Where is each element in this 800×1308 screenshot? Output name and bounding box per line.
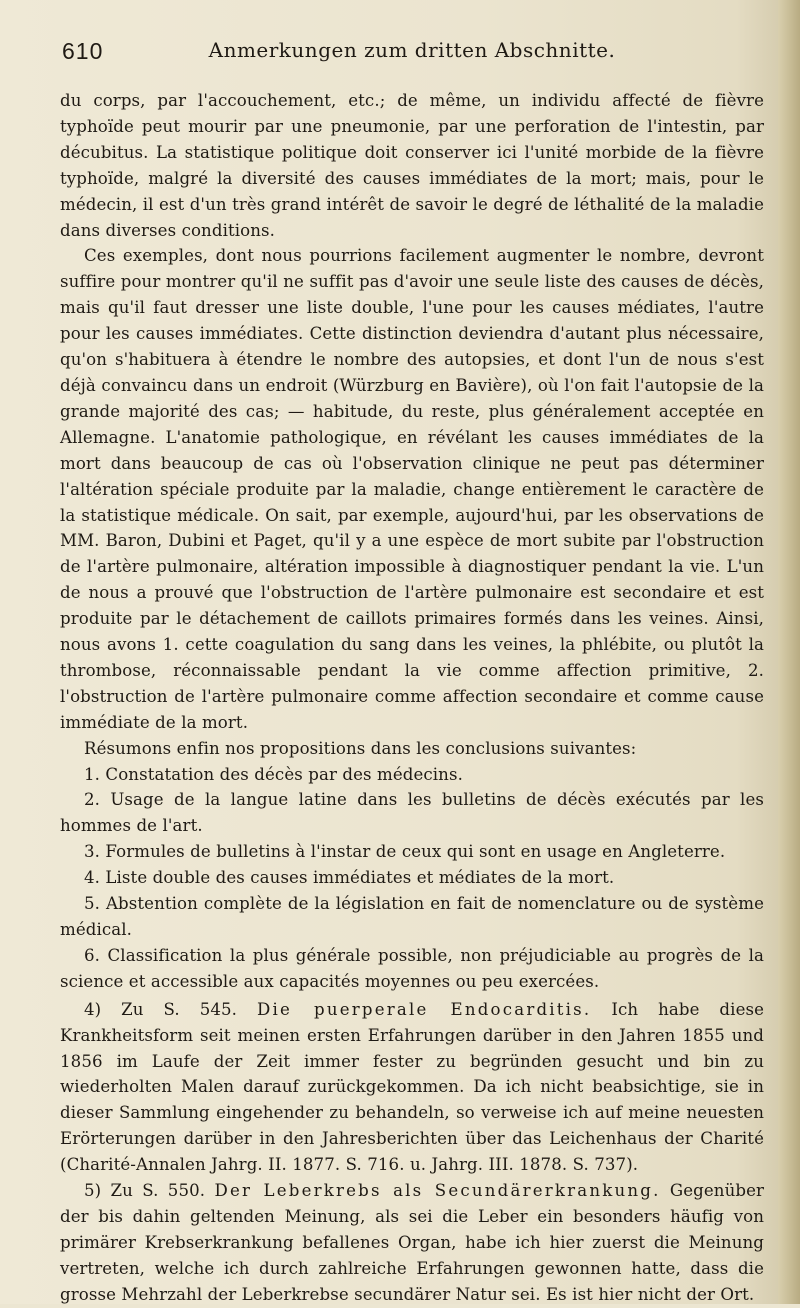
- conclusion-item: 6. Classification la plus générale possible, non préjudiciable au progrès de la science et accessible aux capacités moyennes ou peu exercées.: [60, 945, 764, 991]
- body-text: [60, 88, 764, 1308]
- running-head: Anmerkungen zum dritten Abschnitte.: [208, 38, 616, 62]
- note-lead: 4) Zu S. 545.: [84, 999, 238, 1019]
- paragraph: du corps, par l'accouchement, etc.; de même, un individu affecté de fièvre typhoïde peut mourir par une pneumonie, par une perforation de l'intestin, par décubitus. La statistique politique doit conserver ici l'unité morbide de la fièvre typhoïde, malgré la diversité des causes immédiates de la mort; mais, pour le médecin, il est d'un très grand intérêt de savoir le degré de léthalité de la maladie dans diverses conditions.: [60, 91, 764, 240]
- conclusion-item: 2. Usage de la langue latine dans les bulletins de décès exécutés par les hommes de l'art.: [60, 790, 764, 836]
- note-paragraph: [60, 1178, 764, 1308]
- note-text: Ich habe diese Krankheitsform seit meinen ersten Erfahrungen darüber in den Jahren 1855 und 1856 im Laufe der Zeit immer fester zu begründen gesucht und bin zu wiederholten Malen darauf zurückgekommen. Da ich nicht beabsichtige, sie in dieser Sammlung eingehender zu behandeln, so verweise ich auf meine neuesten Erörterungen darüber in den Jahresberichten über das Leichenhaus der Charité (Charité-Annalen Jahrg. II. 1877. S. 716. u. Jahrg. III. 1878. S. 737).: [60, 999, 765, 1175]
- conclusion-item: 5. Abstention complète de la législation en fait de nomenclature ou de système médical.: [60, 894, 764, 939]
- page-header: [62, 38, 762, 72]
- conclusion-item: 4. Liste double des causes immédiates et médiates de la mort.: [84, 868, 615, 888]
- conclusion-item: 3. Formules de bulletins à l'instar de ceux qui sont en usage en Angleterre.: [84, 842, 726, 862]
- note-title: Der Leberkrebs als Secundärerkrankung.: [214, 1181, 661, 1201]
- paragraph: Ces exemples, dont nous pourrions facilement augmenter le nombre, devront suffire pour montrer qu'il ne suffit pas d'avoir une seule liste des causes de décès, mais qu'il faut dresser une liste double, l'une pour les causes médiates, l'autre pour les causes immédiates. Cette distinction deviendra d'autant plus nécessaire, qu'on s'habituera à étendre le nombre des autopsies, et dont l'un de nous s'est déjà convaincu dans un endroit (Würzburg en Bavière), où l'on fait l'autopsie de la grande majorité des cas; — habitude, du reste, plus généralement acceptée en Allemagne. L'anatomie pathologique, en révélant les causes immédiates de la mort dans beaucoup de cas où l'observation clinique ne peut pas déterminer l'altération spéciale produite par la maladie, change entièrement le caractère de la statistique médicale. On sait, par exemple, aujourd'hui, par les observations de MM. Baron, Dubini et Paget, qu'il y a une espèce de mort subite par l'obstruction de l'artère pulmonaire, altération impossible à diagnostiquer pendant la vie. L'un de nous a prouvé que l'obstruction de l'artère pulmonaire est secondaire et est produite par le détachement de caillots primaires formés dans les veines. Ainsi, nous avons 1. cette coagulation du sang dans les veines, la phlébite, ou plutôt la thrombose, réconnaissable pendant la vie comme affection primitive, 2. l'obstruction de l'artère pulmonaire comme affection secondaire et comme cause immédiate de la mort.: [60, 246, 764, 732]
- conclusion-item: 1. Constatation des décès par des médecins.: [84, 764, 463, 784]
- note-paragraph: [60, 997, 764, 1178]
- note-title: Die puerperale Endocarditis.: [256, 999, 592, 1019]
- note-lead: 5) Zu S. 550.: [84, 1181, 206, 1201]
- note-text: Gegenüber der bis dahin geltenden Meinung, als sei die Leber ein besonders häufig von primärer Krebserkrankung befallenes Organ, habe ich hier zuerst die Meinung vertreten, welche ich durch zahlreiche Erfahrungen gewonnen hatte, dass die grosse Mehrzahl der Leberkrebse secundärer Natur sei. Es ist hier nicht der Ort.: [60, 1181, 765, 1304]
- paragraph: Résumons enfin nos propositions dans les conclusions suivantes:: [84, 738, 637, 758]
- page-edge: [778, 0, 800, 1304]
- page-number: 610: [62, 38, 104, 64]
